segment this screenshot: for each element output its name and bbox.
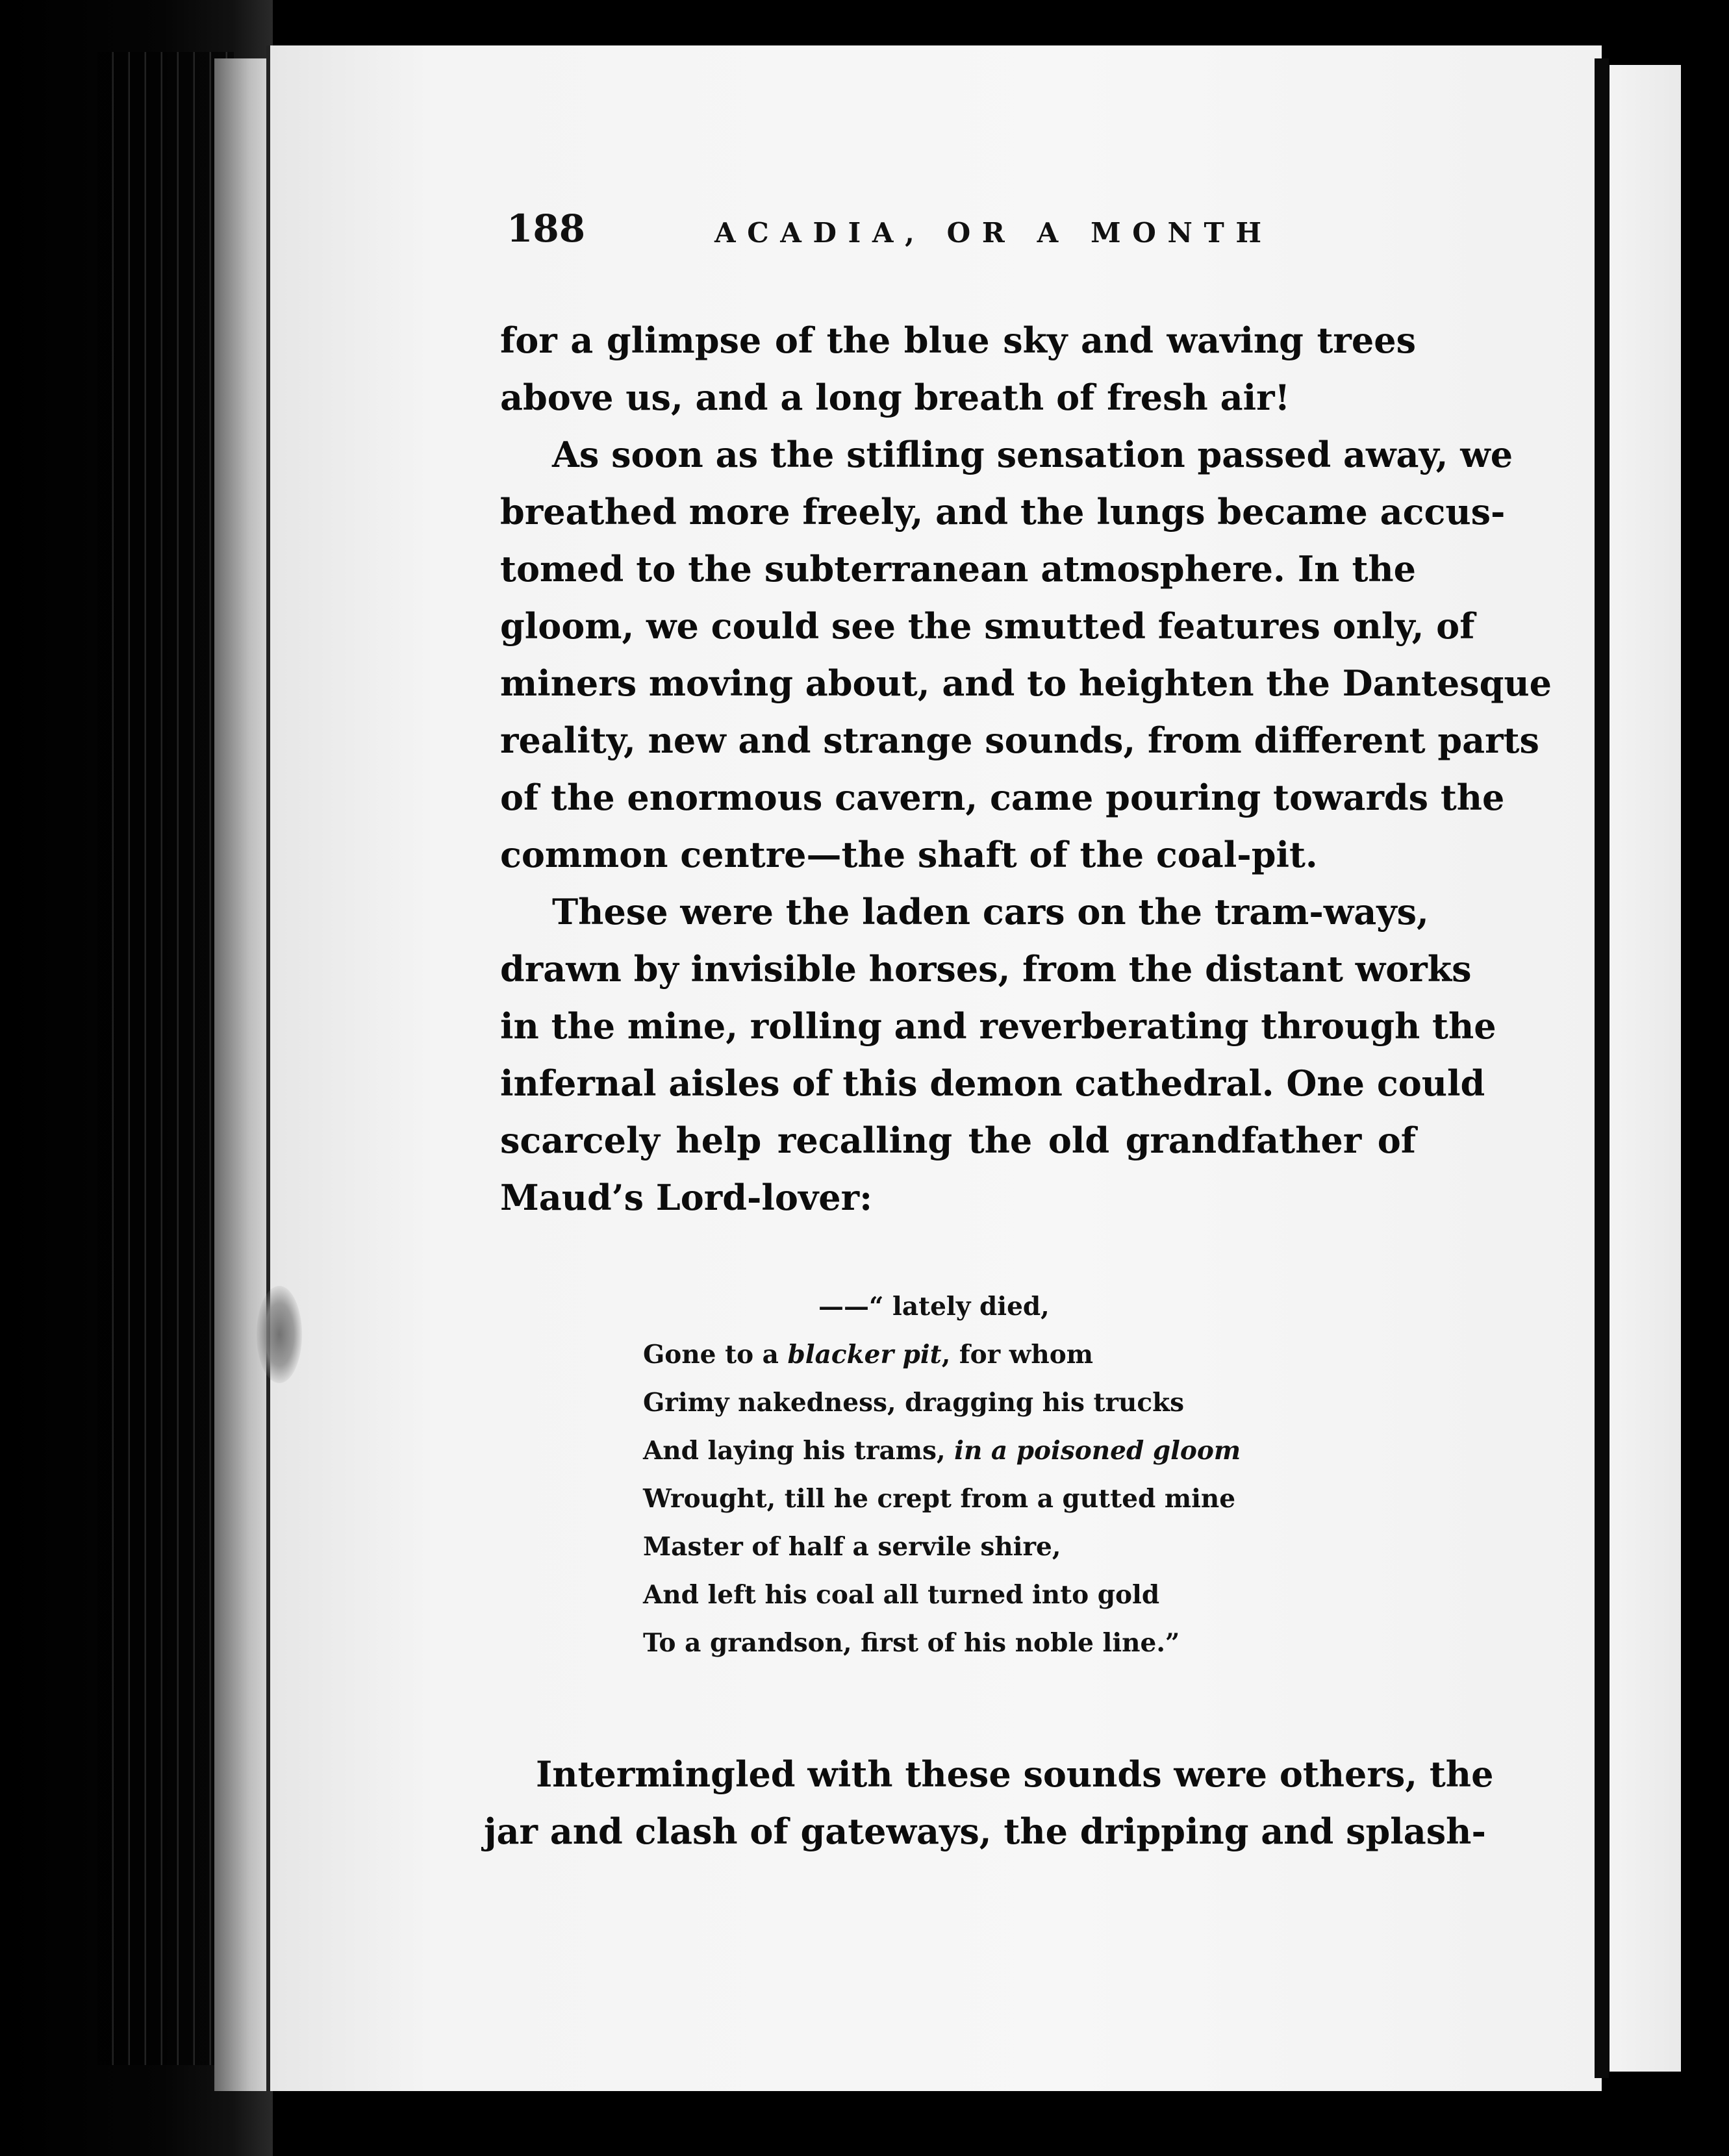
poem-line: And laying his trams, in a poisoned gloom [643,1436,1241,1466]
running-head-title: ACADIA, OR A MONTH [714,217,1273,249]
poem-line: Wrought, till he crept from a gutted mine [643,1484,1236,1514]
text-line: scarcely help recalling the old grandfather of [500,1120,1416,1161]
text-line: tomed to the subterranean atmosphere. In the [500,548,1416,590]
text-line: drawn by invisible horses, from the distant works [500,948,1472,990]
poem-quotation [643,1283,1293,1667]
text-line: Intermingled with these sounds were others, the [536,1753,1494,1795]
text-line: infernal aisles of this demon cathedral. One could [500,1062,1485,1104]
text-line: of the enormous cavern, came pouring towards the [500,777,1505,818]
poem-line: Gone to a blacker pit, for whom [643,1340,1093,1370]
page-number: 188 [507,207,586,251]
text-line: These were the laden cars on the tram-ways, [552,891,1429,933]
running-head [507,207,1416,258]
closing-paragraph [484,1746,1494,1860]
text-line: jar and clash of gateways, the dripping and splash- [484,1811,1486,1852]
text-line: common centre—the shaft of the coal-pit. [500,834,1318,875]
text-line: gloom, we could see the smutted features only, of [500,605,1475,647]
paragraph [500,883,1496,1226]
text-line: in the mine, rolling and reverberating through the [500,1005,1496,1047]
text-line: reality, new and strange sounds, from different parts [500,720,1539,761]
spine-binding-lines [97,52,234,2065]
poem-line: And left his coal all turned into gold [643,1580,1160,1610]
poem-line: ——“ lately died, [818,1292,1050,1322]
text-line: above us, and a long breath of fresh air! [500,377,1291,418]
paragraph [500,312,1416,426]
poem-line: Master of half a servile shire, [643,1532,1061,1562]
page-stain [257,1286,302,1383]
text-line: for a glimpse of the blue sky and waving trees [500,320,1416,361]
text-line: Maud’s Lord-lover: [500,1177,873,1218]
facing-page-edge [1609,65,1681,2072]
text-line: As soon as the stifling sensation passed away, we [552,434,1513,475]
text-line: miners moving about, and to heighten the Dantesque [500,662,1552,704]
paragraph [500,426,1552,883]
text-line: breathed more freely, and the lungs became accus- [500,491,1506,533]
page-right-border [1595,58,1609,2078]
page-edge-shadow [214,58,273,2091]
poem-line: Grimy nakedness, dragging his trucks [643,1388,1185,1418]
body-text [500,312,1552,1226]
poem-line: To a grandson, first of his noble line.” [643,1628,1180,1658]
